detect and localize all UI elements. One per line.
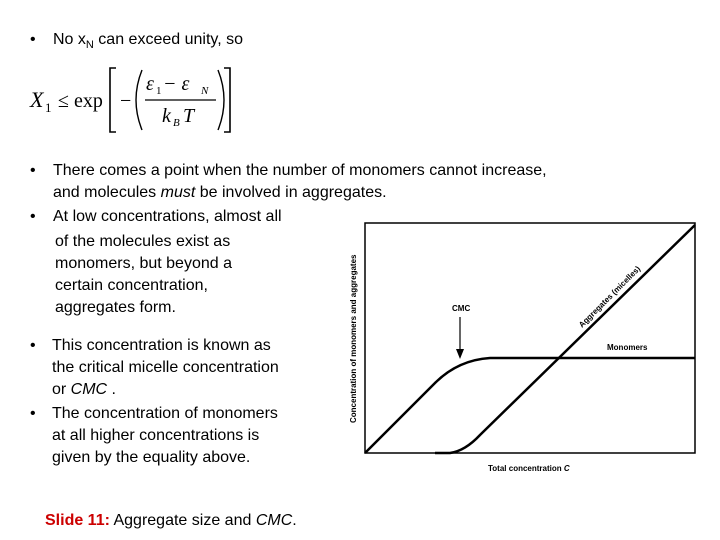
slide-footer: Slide 11: Aggregate size and CMC. xyxy=(45,512,297,529)
aggregate-curve xyxy=(435,225,695,453)
bullet: • xyxy=(30,31,36,48)
svg-text:− ε: − ε xyxy=(163,73,190,95)
y-axis-label: Concentration of monomers and aggregates xyxy=(349,254,358,423)
equation-svg xyxy=(28,62,243,136)
cmc-diagram xyxy=(340,215,710,480)
bullet-text: The concentration of monomers at all higher concentrations is given by the equality above. xyxy=(52,405,278,466)
bullet: • xyxy=(30,337,36,354)
monomers-label: Monomers xyxy=(607,343,648,352)
bullet: • xyxy=(30,162,36,179)
svg-text:k: k xyxy=(162,105,171,127)
svg-text:≤ exp: ≤ exp xyxy=(58,90,103,112)
aggregates-label: Aggregates (micelles) xyxy=(577,264,643,330)
slide-number: Slide 11: xyxy=(45,512,110,529)
svg-text:1: 1 xyxy=(45,100,52,115)
intro-line: No $x_N$ can exceed unity, so xyxy=(53,31,243,52)
equation xyxy=(28,62,243,136)
svg-text:−: − xyxy=(120,90,132,112)
cmc-arrow-head xyxy=(456,349,464,359)
svg-text:ε: ε xyxy=(146,73,154,95)
monomer-curve xyxy=(365,358,695,453)
cmc-label: CMC xyxy=(452,304,471,313)
svg-text:1: 1 xyxy=(156,85,162,97)
bullet-text: At low concentrations, almost all xyxy=(53,208,282,225)
x-axis-label: Total concentration C xyxy=(488,464,570,473)
bullet-text: There comes a point when the number of monomers cannot increase, and molecules must be involved in aggregates. xyxy=(53,162,547,201)
bullet-text-cont: of the molecules exist as monomers, but beyond a certain concentration, aggregates form. xyxy=(55,233,232,316)
bullet: • xyxy=(30,208,36,225)
svg-text:N: N xyxy=(201,85,209,97)
svg-text:B: B xyxy=(173,117,180,129)
svg-text:X: X xyxy=(30,87,44,112)
svg-text:T: T xyxy=(183,105,195,127)
cmc-diagram-svg xyxy=(340,215,710,480)
bullet: • xyxy=(30,405,36,422)
bullet-text: This concentration is known as the critical micelle concentration or CMC . xyxy=(52,337,279,398)
diagram-frame xyxy=(365,223,695,453)
